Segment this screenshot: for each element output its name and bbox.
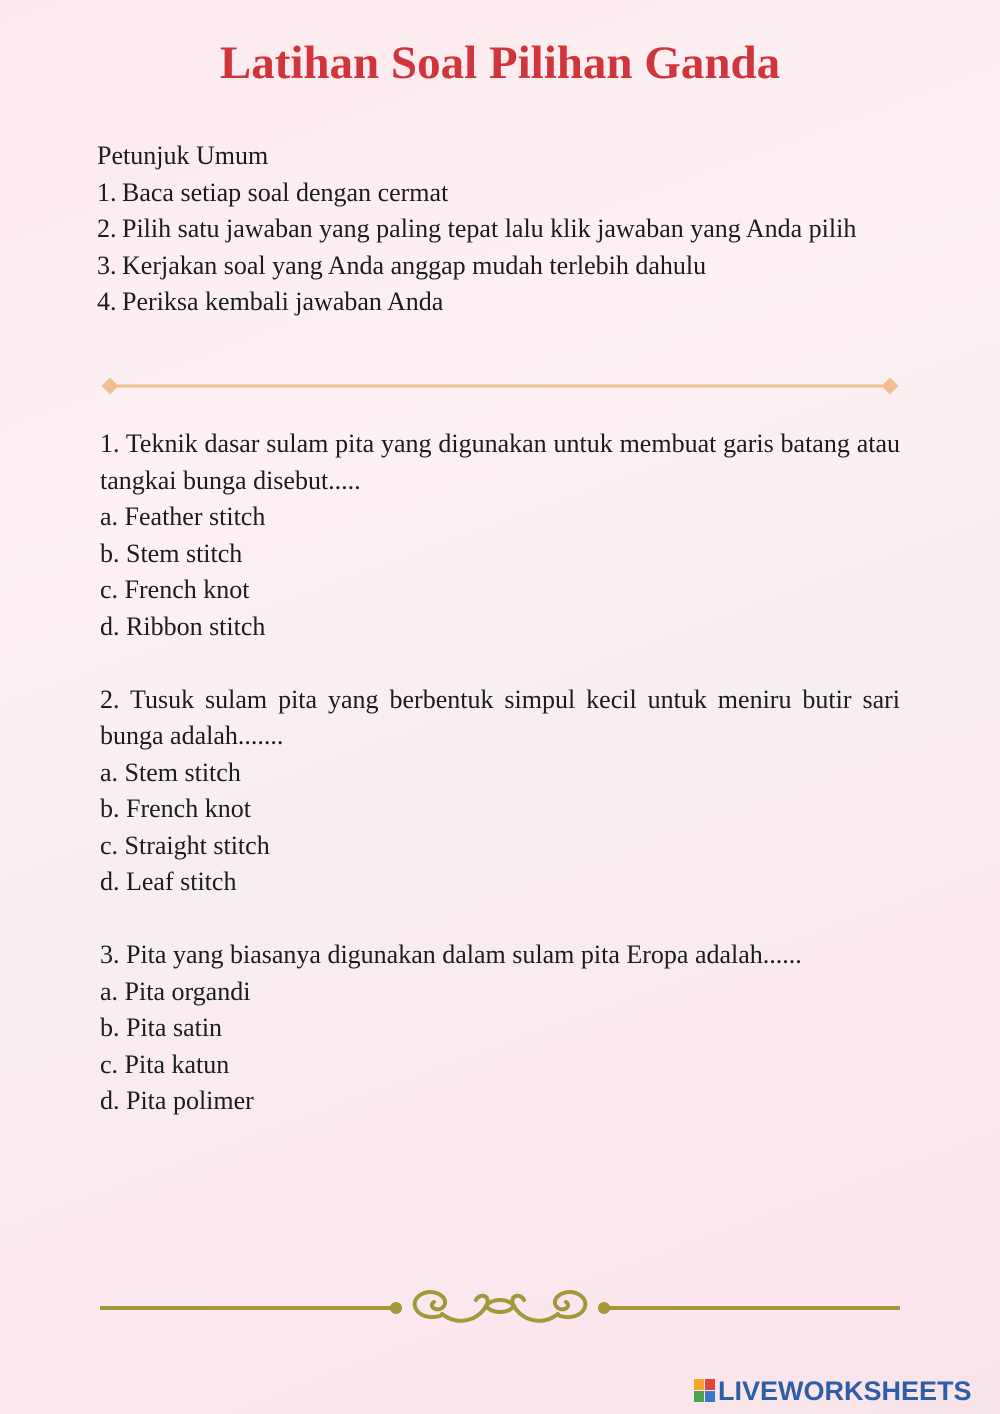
answer-option[interactable]: b. Pita satin: [100, 1013, 223, 1042]
question-item: [100, 426, 900, 645]
answer-option[interactable]: a. Feather stitch: [100, 502, 266, 531]
answer-option[interactable]: a. Pita organdi: [100, 976, 251, 1006]
answer-option[interactable]: d. Pita polimer: [100, 1086, 254, 1115]
answer-option[interactable]: c. Straight stitch: [100, 830, 270, 860]
answer-option[interactable]: c. French knot: [100, 575, 250, 604]
instruction-item: [97, 284, 900, 321]
answer-option[interactable]: c. Pita katun: [100, 1049, 230, 1079]
instructions-section: [97, 138, 900, 321]
question-text: 3. Pita yang biasanya digunakan dalam sulam pita Eropa adalah......: [100, 940, 802, 969]
instruction-item: [97, 211, 900, 248]
section-divider: [100, 373, 900, 399]
instruction-number: 4.: [97, 287, 117, 316]
instruction-text: Periksa kembali jawaban Anda: [122, 287, 444, 316]
question-item: [100, 682, 900, 901]
instruction-item: [97, 175, 900, 212]
answer-option[interactable]: b. Stem stitch: [100, 538, 243, 568]
instruction-text: Pilih satu jawaban yang paling tepat lalu klik jawaban yang Anda pilih: [122, 214, 857, 243]
page-title: Latihan Soal Pilihan Ganda: [219, 37, 781, 89]
instructions-list: [97, 175, 900, 321]
answer-option[interactable]: a. Stem stitch: [100, 757, 241, 787]
question-item: [100, 937, 900, 1120]
liveworksheets-logo-icon: [694, 1379, 716, 1403]
answer-option[interactable]: d. Leaf stitch: [100, 867, 237, 896]
ornament-divider-icon: [100, 1278, 900, 1338]
instructions-heading: Petunjuk Umum: [97, 141, 269, 170]
question-text: 2. Tusuk sulam pita yang berbentuk simpul kecil untuk meniru butir sari bunga adalah.......: [100, 684, 900, 750]
instruction-number: 1.: [97, 177, 117, 207]
instruction-item: [97, 248, 900, 285]
liveworksheets-logo: [694, 1376, 972, 1406]
instruction-number: 2.: [97, 214, 117, 243]
instruction-text: Baca setiap soal dengan cermat: [122, 177, 449, 207]
answer-option[interactable]: d. Ribbon stitch: [100, 611, 266, 641]
answer-option[interactable]: b. French knot: [100, 794, 251, 823]
questions-section: [100, 426, 900, 1156]
instruction-number: 3.: [97, 250, 117, 280]
logo-text: LIVEWORKSHEETS: [718, 1375, 972, 1406]
instruction-text: Kerjakan soal yang Anda anggap mudah terlebih dahulu: [122, 250, 707, 280]
question-text: 1. Teknik dasar sulam pita yang digunakan untuk membuat garis batang atau tangkai bunga disebut.....: [100, 429, 900, 495]
